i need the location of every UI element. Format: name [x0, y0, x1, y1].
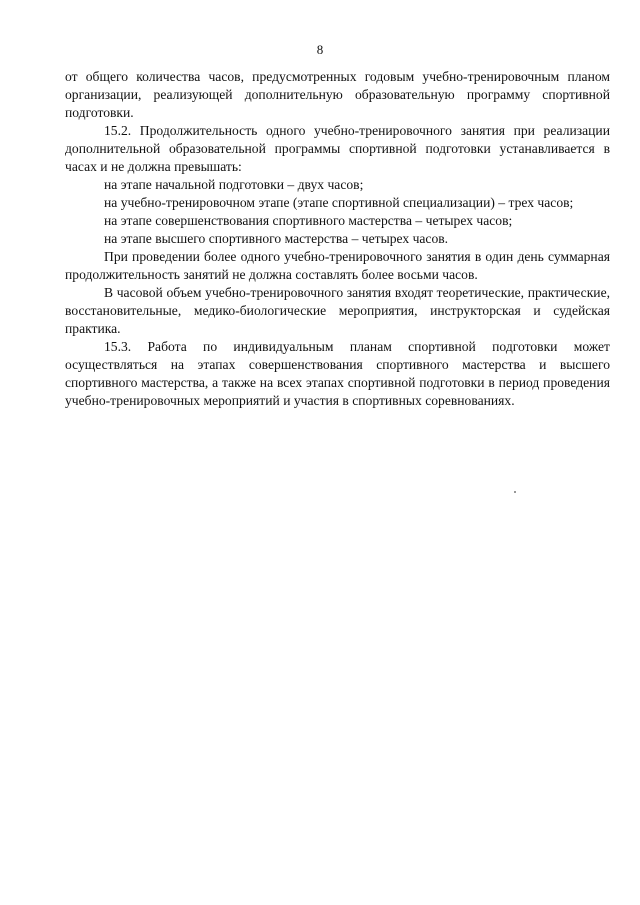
- scan-speck: [514, 491, 516, 493]
- list-item-highest-mastery-stage: на этапе высшего спортивного мастерства – четырех часов.: [104, 231, 449, 246]
- paragraph-continuation: от общего количества часов, предусмотренных годовым учебно-тренировочным планом организации, реализующей дополнительную образовательную программу спортивной подготовки.: [65, 69, 610, 120]
- list-item-training-stage: на учебно-тренировочном этапе (этапе спортивной специализации) – трех часов;: [104, 195, 574, 210]
- paragraph-daily-limit: При проведении более одного учебно-тренировочного занятия в один день суммарная продолжительность занятий не должна составлять более восьми часов.: [65, 249, 610, 282]
- page-number: 8: [316, 42, 324, 57]
- paragraph-hourly-volume: В часовой объем учебно-тренировочного занятия входят теоретические, практические, восстановительные, медико-биологические мероприятия, инструкторская и судейская практика.: [65, 285, 610, 336]
- paragraph-15-3: 15.3. Работа по индивидуальным планам спортивной подготовки может осуществляться на этапах совершенствования спортивного мастерства и высшего спортивного мастерства, а также на всех этапах спортивной подготовки в период проведения учебно-тренировочных мероприятий и участия в спортивных соревнованиях.: [65, 339, 610, 408]
- list-item-initial-stage: на этапе начальной подготовки – двух часов;: [104, 177, 364, 192]
- document-body: [65, 68, 610, 410]
- list-item-improvement-stage: на этапе совершенствования спортивного мастерства – четырех часов;: [104, 213, 513, 228]
- paragraph-15-2: 15.2. Продолжительность одного учебно-тренировочного занятия при реализации дополнительной образовательной программы спортивной подготовки устанавливается в часах и не должна превышать:: [65, 123, 610, 174]
